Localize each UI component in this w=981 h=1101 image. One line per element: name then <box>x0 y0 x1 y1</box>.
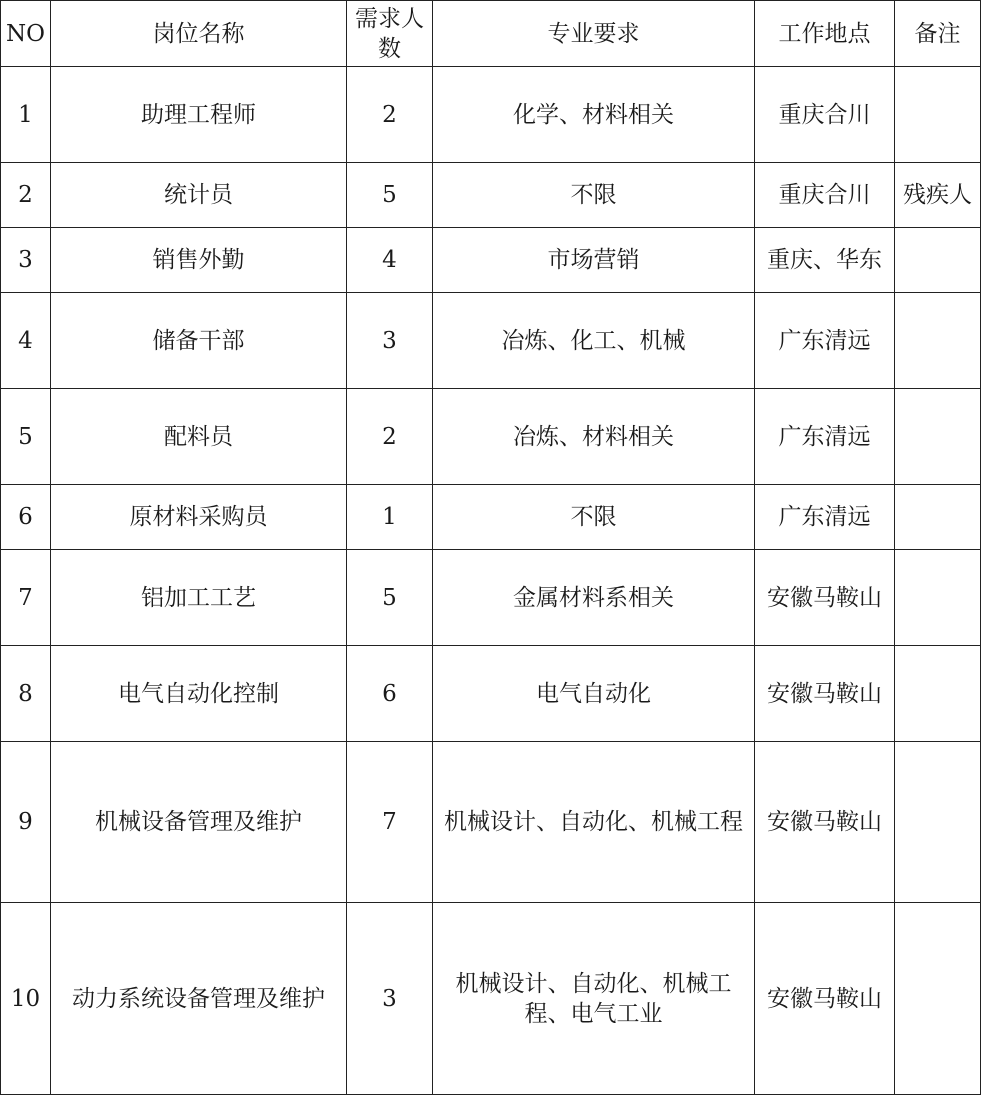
cell-location: 安徽马鞍山 <box>755 646 895 742</box>
table-row <box>1 550 981 646</box>
cell-headcount: 2 <box>347 389 433 485</box>
table-row <box>1 163 981 228</box>
cell-position-name: 配料员 <box>51 389 347 485</box>
table-row <box>1 903 981 1095</box>
cell-no: 1 <box>1 67 51 163</box>
cell-position-name: 储备干部 <box>51 293 347 389</box>
table-row <box>1 228 981 293</box>
cell-location: 广东清远 <box>755 485 895 550</box>
table-header-row <box>1 1 981 67</box>
table-row <box>1 646 981 742</box>
cell-note <box>895 67 981 163</box>
cell-major: 冶炼、材料相关 <box>433 389 755 485</box>
cell-location: 重庆合川 <box>755 163 895 228</box>
cell-major: 机械设计、自动化、机械工程 <box>433 742 755 903</box>
cell-no: 4 <box>1 293 51 389</box>
cell-major: 金属材料系相关 <box>433 550 755 646</box>
table-row <box>1 742 981 903</box>
cell-note <box>895 550 981 646</box>
cell-headcount: 3 <box>347 903 433 1095</box>
cell-location: 重庆合川 <box>755 67 895 163</box>
cell-headcount: 7 <box>347 742 433 903</box>
cell-no: 9 <box>1 742 51 903</box>
cell-no: 2 <box>1 163 51 228</box>
cell-headcount: 4 <box>347 228 433 293</box>
cell-position-name: 统计员 <box>51 163 347 228</box>
cell-headcount: 1 <box>347 485 433 550</box>
cell-note <box>895 228 981 293</box>
header-work-location: 工作地点 <box>755 1 895 67</box>
table-row <box>1 485 981 550</box>
cell-no: 7 <box>1 550 51 646</box>
cell-no: 6 <box>1 485 51 550</box>
cell-note <box>895 485 981 550</box>
cell-location: 重庆、华东 <box>755 228 895 293</box>
cell-major: 不限 <box>433 163 755 228</box>
header-position-name: 岗位名称 <box>51 1 347 67</box>
header-major-requirement: 专业要求 <box>433 1 755 67</box>
cell-note <box>895 389 981 485</box>
cell-location: 安徽马鞍山 <box>755 742 895 903</box>
cell-no: 3 <box>1 228 51 293</box>
cell-note <box>895 903 981 1095</box>
cell-location: 安徽马鞍山 <box>755 903 895 1095</box>
cell-no: 10 <box>1 903 51 1095</box>
cell-major: 市场营销 <box>433 228 755 293</box>
cell-major: 化学、材料相关 <box>433 67 755 163</box>
cell-position-name: 电气自动化控制 <box>51 646 347 742</box>
header-headcount: 需求人数 <box>347 1 433 67</box>
cell-position-name: 机械设备管理及维护 <box>51 742 347 903</box>
cell-location: 广东清远 <box>755 389 895 485</box>
cell-note <box>895 646 981 742</box>
table-row <box>1 389 981 485</box>
cell-no: 8 <box>1 646 51 742</box>
cell-location: 安徽马鞍山 <box>755 550 895 646</box>
cell-position-name: 动力系统设备管理及维护 <box>51 903 347 1095</box>
cell-major: 机械设计、自动化、机械工程、电气工业 <box>433 903 755 1095</box>
header-no: NO <box>1 1 51 67</box>
cell-position-name: 助理工程师 <box>51 67 347 163</box>
cell-headcount: 5 <box>347 550 433 646</box>
cell-location: 广东清远 <box>755 293 895 389</box>
table-row <box>1 293 981 389</box>
cell-major: 冶炼、化工、机械 <box>433 293 755 389</box>
cell-note: 残疾人 <box>895 163 981 228</box>
cell-position-name: 原材料采购员 <box>51 485 347 550</box>
cell-no: 5 <box>1 389 51 485</box>
cell-position-name: 铝加工工艺 <box>51 550 347 646</box>
cell-major: 电气自动化 <box>433 646 755 742</box>
cell-headcount: 6 <box>347 646 433 742</box>
cell-note <box>895 293 981 389</box>
cell-headcount: 5 <box>347 163 433 228</box>
header-note: 备注 <box>895 1 981 67</box>
cell-note <box>895 742 981 903</box>
cell-major: 不限 <box>433 485 755 550</box>
cell-headcount: 3 <box>347 293 433 389</box>
cell-position-name: 销售外勤 <box>51 228 347 293</box>
table-row <box>1 67 981 163</box>
cell-headcount: 2 <box>347 67 433 163</box>
